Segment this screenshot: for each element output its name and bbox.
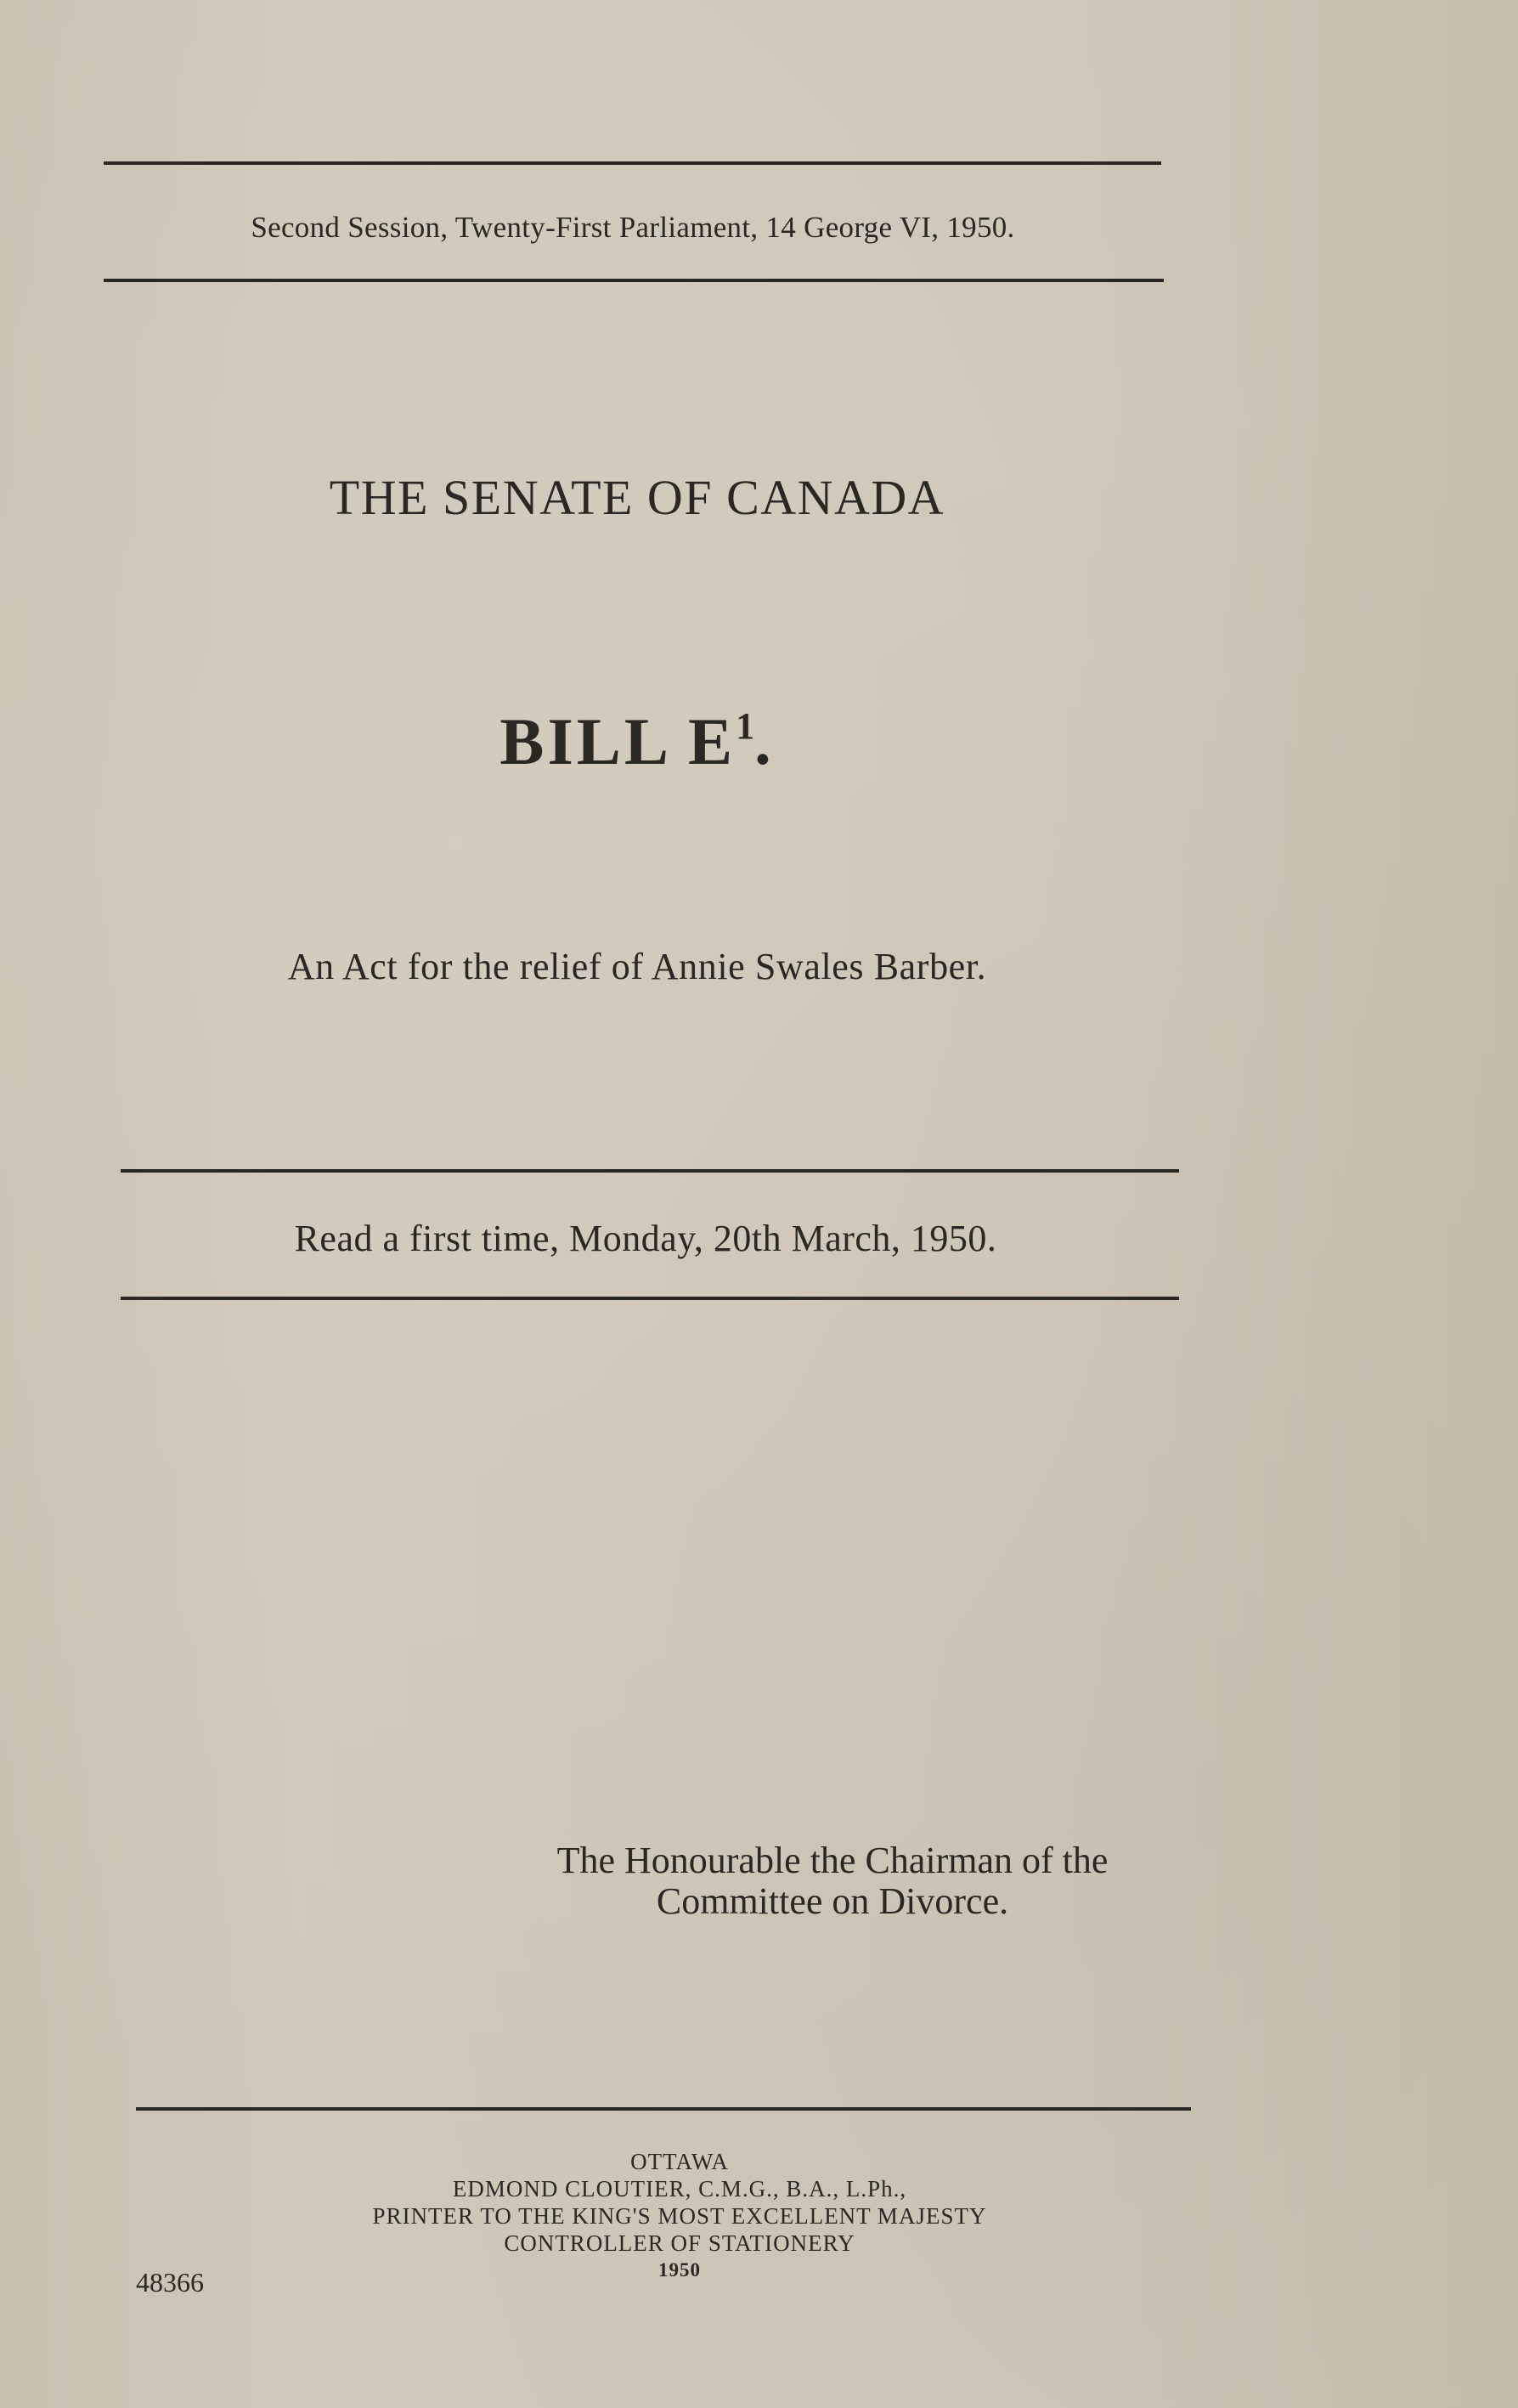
sponsor-line-1: The Honourable the Chairman of the — [556, 1840, 1109, 1881]
printer-imprint — [255, 2148, 1104, 2284]
imprint-top-rule — [136, 2107, 1191, 2111]
sponsor-line-2: Committee on Divorce. — [656, 1880, 1009, 1922]
imprint-printer: EDMOND CLOUTIER, C.M.G., B.A., L.Ph., — [452, 2176, 907, 2202]
sponsor-block — [442, 1840, 1223, 1922]
reading-top-rule — [121, 1169, 1179, 1173]
session-bottom-rule — [104, 279, 1164, 282]
senate-title: THE SENATE OF CANADA — [329, 470, 945, 525]
top-rule — [104, 161, 1161, 165]
bill-label: BILL E — [499, 704, 736, 778]
act-description: An Act for the relief of Annie Swales Barber. — [287, 946, 987, 987]
first-reading-note: Read a first time, Monday, 20th March, 1950. — [294, 1218, 997, 1259]
reading-bottom-rule — [121, 1297, 1179, 1300]
imprint-role: PRINTER TO THE KING'S MOST EXCELLENT MAJESTY — [372, 2203, 987, 2229]
session-header: Second Session, Twenty-First Parliament, 14 George VI, 1950. — [251, 211, 1015, 244]
imprint-city: OTTAWA — [630, 2149, 729, 2174]
imprint-controller: CONTROLLER OF STATIONERY — [504, 2230, 855, 2256]
bill-title — [119, 704, 1155, 780]
bill-superscript: 1 — [736, 705, 755, 747]
document-number: 48366 — [136, 2267, 204, 2298]
imprint-year: 1950 — [658, 2259, 701, 2281]
bill-suffix: . — [754, 704, 775, 778]
